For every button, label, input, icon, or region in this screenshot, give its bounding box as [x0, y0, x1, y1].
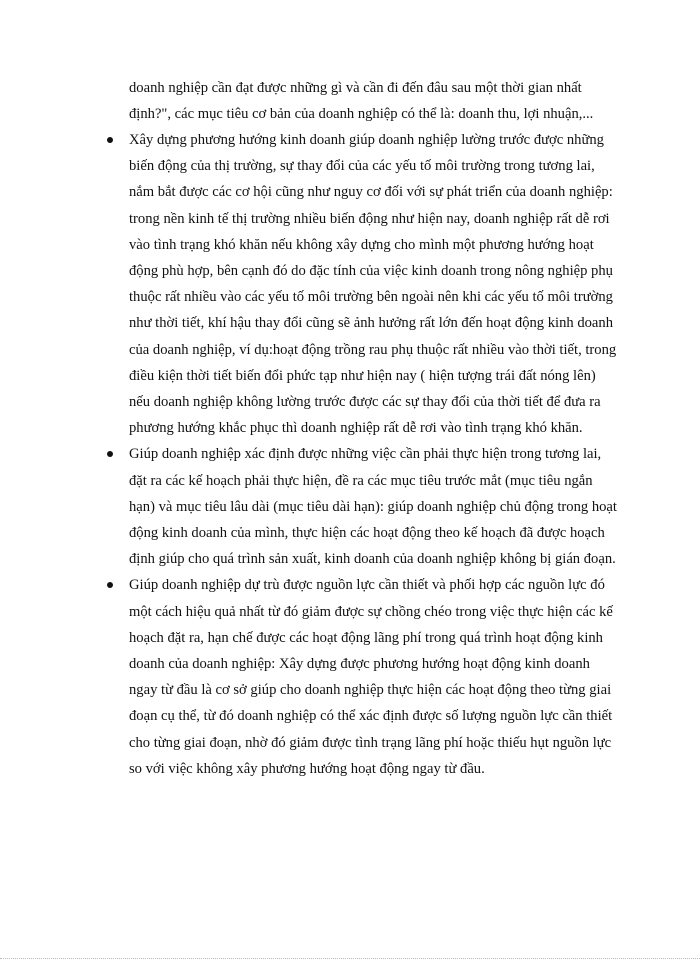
bullet-icon [107, 137, 113, 143]
bullet-item-2 [129, 441, 619, 572]
bullet-list [129, 127, 619, 782]
bullet-item-1 [129, 127, 619, 441]
bullet-text: Giúp doanh nghiệp xác định được những việc cần phải thực hiện trong tương lai, đặt ra các kế hoạch phải thực hiện, đề ra các mục tiêu trước mắt (mục tiêu ngắn hạn) và mục tiêu lâu dài (mục tiêu dài hạn): giúp doanh nghiệp chủ động trong hoạt động kinh doanh của mình, thực hiện các hoạt động theo kế hoạch đã được hoạch định giúp cho quá trình sản xuất, kinh doanh của doanh nghiệp không bị gián đoạn. [129, 446, 617, 568]
bullet-icon [107, 451, 113, 457]
bullet-text: Giúp doanh nghiệp dự trù được nguồn lực cần thiết và phối hợp các nguồn lực đó một cách hiệu quả nhất từ đó giảm được sự chồng chéo trong việc thực hiện các kế hoạch đặt ra, hạn chế được các hoạt động lãng phí trong quá trình hoạt động kinh doanh của doanh nghiệp: Xây dựng được phương hướng hoạt động kinh doanh ngay từ đầu là cơ sở giúp cho doanh nghiệp thực hiện các hoạt động theo từng giai đoạn cụ thể, từ đó doanh nghiệp có thể xác định được số lượng nguồn lực cần thiết cho từng giai đoạn, nhờ đó giảm được tình trạng lãng phí hoặc thiếu hụt nguồn lực so với việc không xây phương hướng hoạt động ngay từ đầu. [129, 577, 613, 777]
bullet-text: Xây dựng phương hướng kinh doanh giúp doanh nghiệp lường trước được những biến động của thị trường, sự thay đổi của các yếu tố môi trường trong tương lai, nắm bắt được các cơ hội cũng như nguy cơ đối với sự phát triển của doanh nghiệp: trong nền kinh tế thị trường nhiều biến động như hiện nay, doanh nghiệp rất dễ rơi vào tình trạng khó khăn nếu không xây dựng cho mình một phương hướng hoạt động phù hợp, bên cạnh đó do đặc tính của việc kinh doanh trong nông nghiệp phụ thuộc rất nhiều vào các yếu tố môi trường bên ngoài nên khi các yếu tố môi trường như thời tiết, khí hậu thay đổi cũng sẽ ảnh hưởng rất lớn đến hoạt động kinh doanh của doanh nghiệp, ví dụ:hoạt động trồng rau phụ thuộc rất nhiều vào thời tiết, trong điều kiện thời tiết biến đổi phức tạp như hiện nay ( hiện tượng trái đất nóng lên) nếu doanh nghiệp không lường trước được các sự thay đổi của thời tiết để đưa ra phương hướng khắc phục thì doanh nghiệp rất dễ rơi vào tình trạng khó khăn. [129, 132, 617, 437]
bullet-icon [107, 582, 113, 588]
intro-paragraph: doanh nghiệp cần đạt được những gì và cần đi đến đâu sau một thời gian nhất định?", các mục tiêu cơ bản của doanh nghiệp có thể là: doanh thu, lợi nhuận,... [129, 80, 594, 122]
bullet-item-3 [129, 572, 619, 782]
page-bottom-divider [0, 958, 700, 959]
